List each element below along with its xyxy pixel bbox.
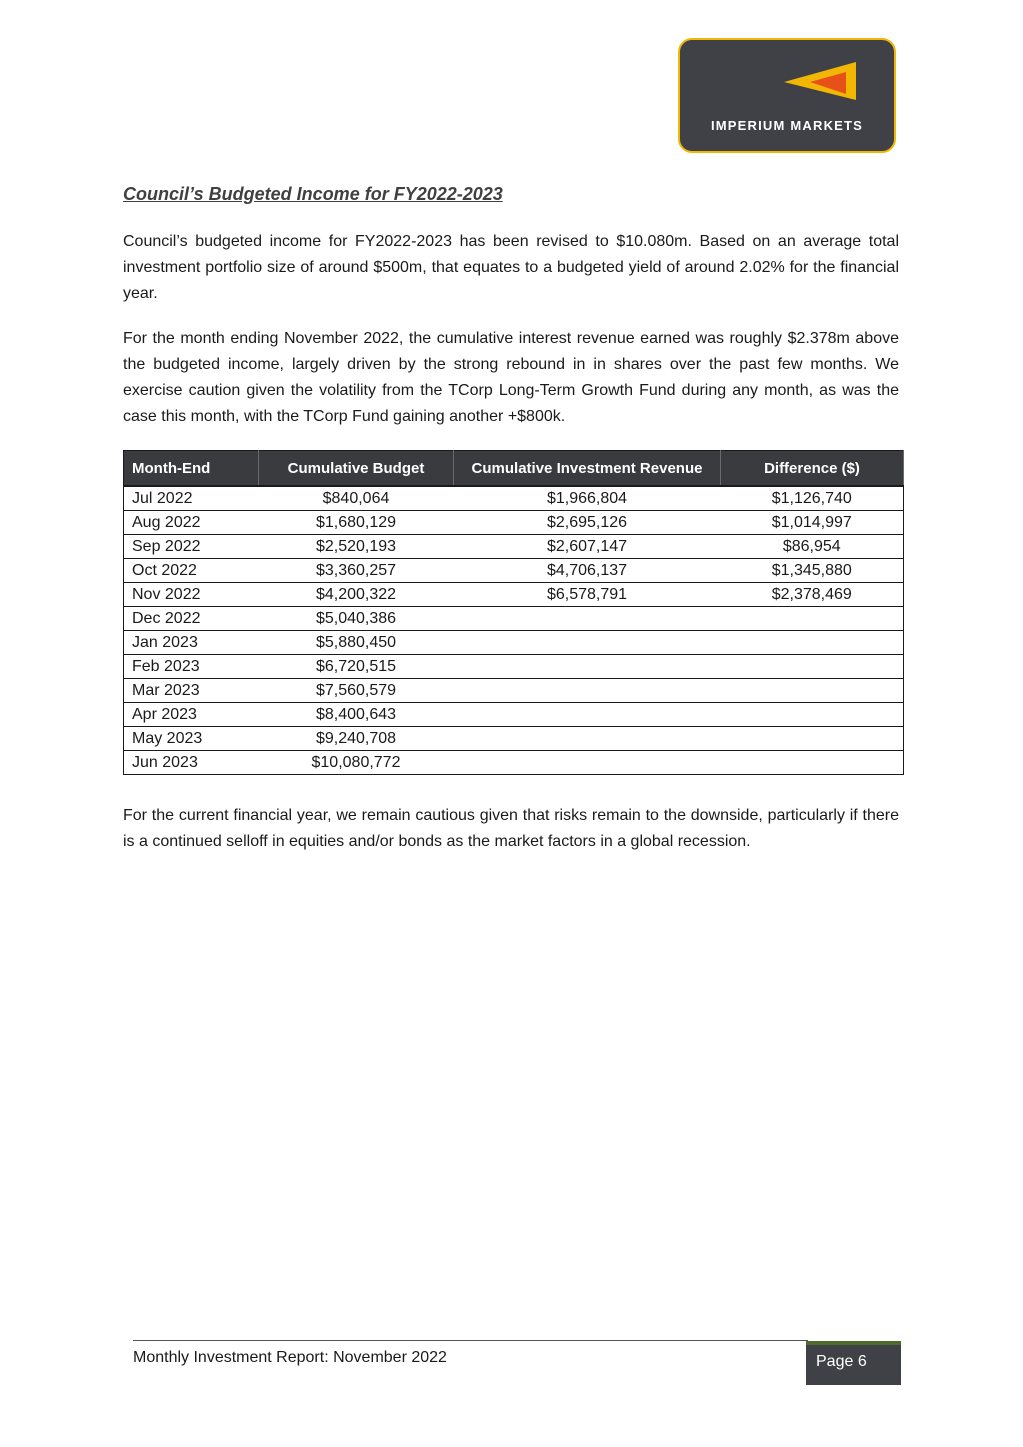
header-cumulative-budget: Cumulative Budget [259, 451, 454, 487]
cell-difference [721, 679, 904, 703]
table-row [124, 607, 904, 631]
table-row [124, 655, 904, 679]
budget-table [123, 450, 904, 775]
footer-divider [133, 1340, 808, 1341]
cell-month: Sep 2022 [124, 535, 259, 559]
company-logo [678, 38, 896, 153]
header-month-end: Month-End [124, 451, 259, 487]
cell-budget: $840,064 [259, 486, 454, 511]
cell-difference [721, 727, 904, 751]
table-row [124, 727, 904, 751]
page-number-box [806, 1341, 901, 1385]
table-row [124, 583, 904, 607]
cell-difference [721, 703, 904, 727]
cell-difference: $2,378,469 [721, 583, 904, 607]
header-difference: Difference ($) [721, 451, 904, 487]
cell-budget: $6,720,515 [259, 655, 454, 679]
footer-report-title: Monthly Investment Report: November 2022 [133, 1349, 447, 1366]
cell-budget: $2,520,193 [259, 535, 454, 559]
logo-mark-icon [780, 58, 860, 108]
cell-month: Mar 2023 [124, 679, 259, 703]
cell-revenue [454, 655, 721, 679]
cell-difference [721, 631, 904, 655]
table-row [124, 679, 904, 703]
table-row [124, 511, 904, 535]
cell-budget: $8,400,643 [259, 703, 454, 727]
cell-revenue [454, 607, 721, 631]
cell-difference [721, 751, 904, 775]
cell-budget: $5,040,386 [259, 607, 454, 631]
table-header-row [124, 451, 904, 487]
cell-difference [721, 655, 904, 679]
cell-month: Nov 2022 [124, 583, 259, 607]
cell-budget: $4,200,322 [259, 583, 454, 607]
cell-budget: $3,360,257 [259, 559, 454, 583]
cell-budget: $9,240,708 [259, 727, 454, 751]
cell-month: Aug 2022 [124, 511, 259, 535]
cell-difference: $1,345,880 [721, 559, 904, 583]
cell-revenue [454, 727, 721, 751]
cell-budget: $10,080,772 [259, 751, 454, 775]
cell-month: Oct 2022 [124, 559, 259, 583]
cell-budget: $1,680,129 [259, 511, 454, 535]
cell-revenue [454, 679, 721, 703]
logo-text: IMPERIUM MARKETS [710, 118, 864, 133]
cell-budget: $7,560,579 [259, 679, 454, 703]
header-cumulative-revenue: Cumulative Investment Revenue [454, 451, 721, 487]
cell-month: Dec 2022 [124, 607, 259, 631]
cell-month: Feb 2023 [124, 655, 259, 679]
cell-month: Jul 2022 [124, 486, 259, 511]
cell-revenue: $2,607,147 [454, 535, 721, 559]
cell-revenue: $6,578,791 [454, 583, 721, 607]
page-number: Page 6 [816, 1353, 867, 1370]
cell-difference [721, 607, 904, 631]
paragraph-budget: Council’s budgeted income for FY2022-2023 has been revised to $10.080m. Based on an average total investment portfolio size of around $500m, that equates to a budgeted yield of around 2.02% for the financial year. [123, 233, 899, 302]
table-row [124, 631, 904, 655]
cell-revenue: $1,966,804 [454, 486, 721, 511]
table-row [124, 703, 904, 727]
cell-budget: $5,880,450 [259, 631, 454, 655]
cell-month: May 2023 [124, 727, 259, 751]
cell-revenue [454, 751, 721, 775]
cell-month: Apr 2023 [124, 703, 259, 727]
table-row [124, 535, 904, 559]
paragraph-outlook: For the current financial year, we remain cautious given that risks remain to the downside, particularly if there is a continued selloff in equities and/or bonds as the market factors in a global recession. [123, 807, 899, 850]
cell-revenue: $2,695,126 [454, 511, 721, 535]
paragraph-revenue: For the month ending November 2022, the cumulative interest revenue earned was roughly $2.378m above the budgeted income, largely driven by the strong rebound in in shares over the past few months. We exercise caution given the volatility from the TCorp Long-Term Growth Fund during any month, as was the case this month, with the TCorp Fund gaining another +$800k. [123, 330, 899, 425]
cell-revenue [454, 631, 721, 655]
section-heading: Council’s Budgeted Income for FY2022-2023 [123, 184, 503, 204]
table-row [124, 486, 904, 511]
table-row [124, 559, 904, 583]
cell-month: Jan 2023 [124, 631, 259, 655]
cell-month: Jun 2023 [124, 751, 259, 775]
table-row [124, 751, 904, 775]
cell-difference: $86,954 [721, 535, 904, 559]
cell-difference: $1,126,740 [721, 486, 904, 511]
cell-difference: $1,014,997 [721, 511, 904, 535]
cell-revenue [454, 703, 721, 727]
cell-revenue: $4,706,137 [454, 559, 721, 583]
